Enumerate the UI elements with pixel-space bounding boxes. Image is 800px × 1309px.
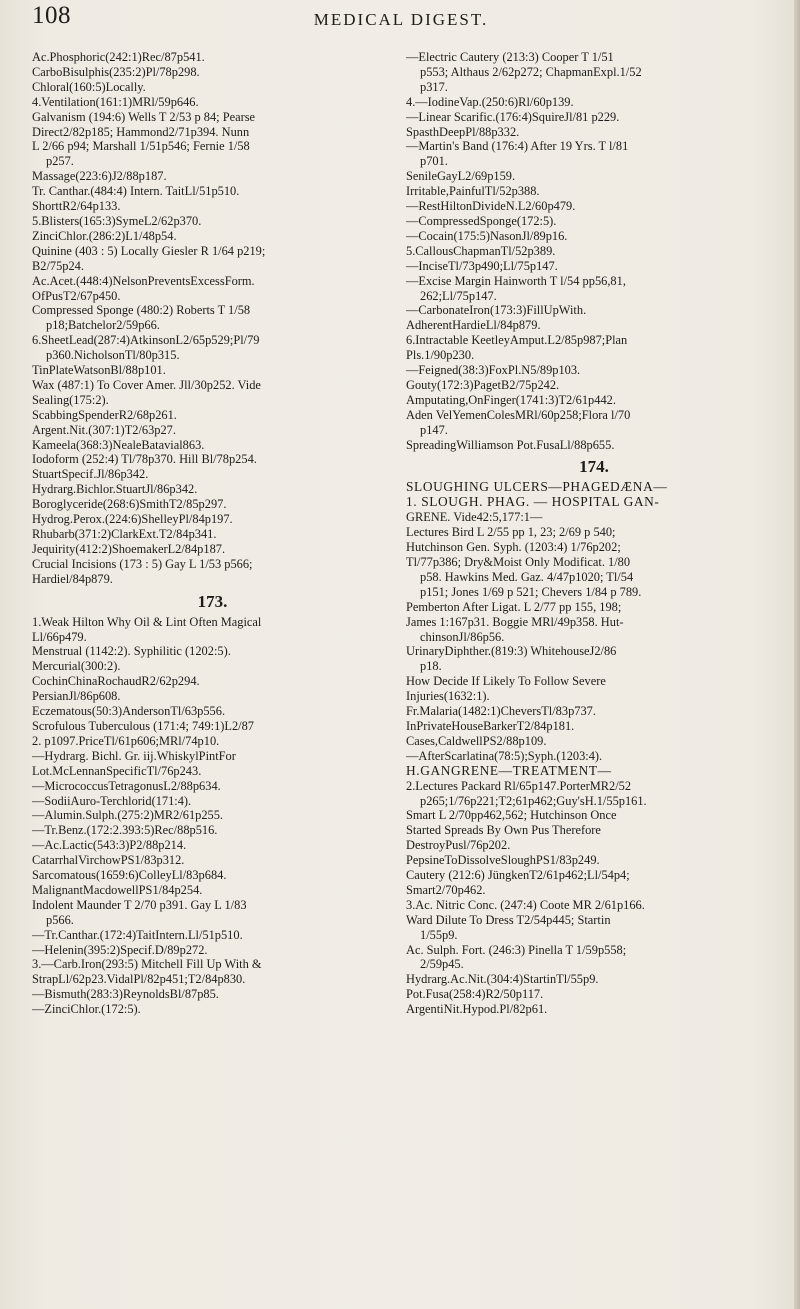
text-line: CarboBisulphis(235:2)Pl/78p298. [32,64,200,79]
text-line: James 1:167p31. Boggie MRl/49p358. Hut- [406,614,624,629]
text-line: L 2/66 p94; Marshall 1/51p546; Fernie 1/58 [32,139,250,154]
text-line: Tl/77p386; Dry&Moist Only Modificat. 1/80 [406,555,631,569]
text-line: SpasthDeepPl/88p332. [406,124,520,139]
text-line: Menstrual (1142:2). Syphilitic (1202:5). [32,644,231,659]
text-line: 6.SheetLead(287:4)AtkinsonL2/65p529;Pl/79 [32,333,260,348]
text-line: p701. [420,154,448,169]
text-line: —Bismuth(283:3)ReynoldsBl/87p85. [32,987,219,1002]
text-line: 3.—Carb.Iron(293:5) Mitchell Fill Up With & [32,957,262,972]
text-line: Irritable,PainfulTl/52p388. [406,184,540,199]
text-line: Tr. Canthar.(484:4) Intern. TaitLl/51p510. [32,184,240,199]
text-line: Rhubarb(371:2)ClarkExt.T2/84p341. [32,527,217,541]
text-line: Aden VelYemenColesMRl/60p258;Flora l/70 [406,407,631,422]
text-line: —Feigned(38:3)FoxPl.N5/89p103. [406,363,581,378]
page-number: 108 [32,2,71,29]
text-line: Indolent Maunder T 2/70 p391. Gay L 1/83 [32,897,247,912]
text-line: Hydrog.Perox.(224:6)ShelleyPl/84p197. [32,512,233,527]
text-line: chinsonJl/86p56. [420,629,505,644]
text-line: —CompressedSponge(172:5). [406,213,557,228]
text-line: 2.Lectures Packard Rl/65p147.PorterMR2/52 [406,778,632,793]
text-line: OfPusT2/67p450. [32,288,121,303]
text-line: 6.Intractable KeetleyAmput.L2/85p987;Plan [406,333,628,348]
text-line: Hydrarg.Bichlor.StuartJl/86p342. [32,482,198,497]
text-line: —Hydrarg. Bichl. Gr. iij.WhiskylPintFor [32,748,236,763]
left-column [32,50,393,1017]
text-line: —MicrococcusTetragonusL2/88p634. [32,778,221,793]
section-number: 174. [579,457,609,477]
section-heading: H.GANGRENE—TREATMENT— [406,763,612,778]
text-line: Smart2/70p462. [406,882,486,897]
text-line: 2/59p45. [420,957,464,972]
text-line: InPrivateHouseBarkerT2/84p181. [406,718,575,733]
text-line: Lectures Bird L 2/55 pp 1, 23; 2/69 p 540; [406,525,616,540]
text-line: ArgentiNit.Hypod.Pl/82p61. [406,1002,548,1017]
text-line: 4.Ventilation(161:1)MRl/59p646. [32,94,199,109]
text-line: Cases,CaldwellPS2/88p109. [406,733,547,748]
text-line: Fr.Malaria(1482:1)CheversTl/83p737. [406,704,596,719]
text-line: Eczematous(50:3)AndersonTl/63p556. [32,704,226,719]
text-line: Injuries(1632:1). [406,689,490,704]
text-line: p18;Batchelor2/59p66. [46,318,160,333]
running-head: MEDICAL DIGEST. [313,10,489,29]
text-line: Ward Dilute To Dress T2/54p445; Startin [406,912,611,927]
text-line: ScabbingSpenderR2/68p261. [32,407,177,422]
text-line: Jequirity(412:2)ShoemakerL2/84p187. [32,541,226,556]
text-line: 4.—IodineVap.(250:6)Rl/60p139. [406,94,574,109]
section-heading: SLOUGHING ULCERS—PHAGEDÆNA— [406,480,668,495]
text-line: Pot.Fusa(258:4)R2/50p117. [406,987,544,1002]
text-line: Scrofulous Tuberculous (171:4; 749:1)L2/87 [32,718,254,733]
text-line: Gouty(172:3)PagetB2/75p242. [406,377,560,392]
text-line: Boroglyceride(268:6)SmithT2/85p297. [32,497,227,512]
text-line: ShorttR2/64p133. [32,199,121,214]
text-line: —Martin's Band (176:4) After 19 Yrs. T l/81 [406,139,629,154]
text-line: Wax (487:1) To Cover Amer. Jll/30p252. Vide [32,377,261,392]
text-line: 1/55p9. [420,927,458,942]
text-line: Started Spreads By Own Pus Therefore [406,823,601,838]
text-line: UrinaryDiphther.(819:3) WhitehouseJ2/86 [406,644,617,659]
page-edge [794,0,800,1309]
text-line: Cautery (212:6) JüngkenT2/61p462;Ll/54p4; [406,868,630,883]
text-line: p265;1/76p221;T2;61p462;Guy'sH.1/55p161. [420,793,647,808]
text-line: TinPlateWatsonBl/88p101. [32,363,166,378]
text-line: —Linear Scarific.(176:4)SquireJl/81 p229. [406,109,620,124]
text-line: MalignantMacdowellPS1/84p254. [32,882,203,897]
text-line: Pls.1/90p230. [406,348,475,363]
text-line: p18. [420,659,442,674]
text-line: 5.Blisters(165:3)SymeL2/62p370. [32,213,202,228]
text-line: Argent.Nit.(307:1)T2/63p27. [32,422,176,437]
text-line: —Cocain(175:5)NasonJl/89p16. [406,228,568,243]
text-line: CochinChinaRochaudR2/62p294. [32,674,200,689]
text-line: p58. Hawkins Med. Gaz. 4/47p1020; Tl/54 [420,569,634,584]
text-line: Amputating,OnFinger(1741:3)T2/61p442. [406,392,616,407]
text-line: p317. [420,79,448,94]
text-line: —InciseTl/73p490;Ll/75p147. [406,258,558,273]
text-line: p147. [420,422,448,437]
text-line: Sarcomatous(1659:6)ColleyLl/83p684. [32,868,227,883]
text-line: Iodoform (252:4) Tl/78p370. Hill Bl/78p254. [32,452,257,467]
text-line: Massage(223:6)J2/88p187. [32,169,167,184]
text-line: ZinciChlor.(286:2)L1/48p54. [32,228,177,243]
text-line: 2. p1097.PriceTl/61p606;MRl/74p10. [32,733,220,748]
text-line: p151; Jones 1/69 p 521; Chevers 1/84 p 789. [420,584,642,599]
text-line: Ac.Phosphoric(242:1)Rec/87p541. [32,50,205,64]
text-line: PepsineToDissolveSloughPS1/83p249. [406,853,600,868]
text-line: Mercurial(300:2). [32,659,121,674]
text-line: —Tr.Canthar.(172:4)TaitIntern.Ll/51p510. [32,927,243,942]
text-line: Ll/66p479. [32,629,87,644]
text-line: PersianJl/86p608. [32,689,121,704]
text-line: —Tr.Benz.(172:2.393:5)Rec/88p516. [32,823,218,838]
text-line: —Excise Margin Hainworth T l/54 pp56,81, [406,273,626,288]
text-line: SpreadingWilliamson Pot.FusaLl/88p655. [406,437,615,452]
text-line: —Helenin(395:2)Specif.D/89p272. [32,942,208,957]
section-number: 173. [197,591,228,611]
text-line: Lot.McLennanSpecificTl/76p243. [32,763,202,778]
text-line: —RestHiltonDivideN.L2/60p479. [406,199,576,214]
text-line: Galvanism (194:6) Wells T 2/53 p 84; Pearse [32,109,256,124]
text-line: 3.Ac. Nitric Conc. (247:4) Coote MR 2/61p166. [406,897,645,912]
text-line: Hutchinson Gen. Syph. (1203:4) 1/76p202; [406,540,621,555]
text-line: Kameela(368:3)NealeBatavial863. [32,437,205,452]
text-line: StrapLl/62p23.VidalPl/82p451;T2/84p830. [32,972,246,987]
right-column [406,50,782,1017]
text-line: Quinine (403 : 5) Locally Giesler R 1/64 p219; [32,243,266,258]
text-line: p566. [46,912,74,927]
text-line: DestroyPusl/76p202. [406,838,511,853]
text-line: —Alumin.Sulph.(275:2)MR2/61p255. [32,808,224,823]
text-line: Ac. Sulph. Fort. (246:3) Pinella T 1/59p558; [406,942,627,957]
page-header [22,2,780,38]
text-line: GRENE. Vide42:5,177:1— [406,510,543,525]
text-line: SenileGayL2/69p159. [406,169,516,184]
text-line: —Ac.Lactic(543:3)P2/88p214. [32,838,187,853]
text-line: —ZinciChlor.(172:5). [32,1002,141,1017]
text-line: Chloral(160:5)Locally. [32,79,146,94]
text-line: 262;Ll/75p147. [420,288,497,303]
text-line: Direct2/82p185; Hammond2/71p394. Nunn [32,124,250,139]
text-line: How Decide If Likely To Follow Severe [406,674,606,689]
text-line: p553; Althaus 2/62p272; ChapmanExpl.1/52 [420,64,642,79]
text-line: —SodiiAuro-Terchlorid(171:4). [32,793,192,808]
text-line: 5.CallousChapmanTl/52p389. [406,243,556,258]
text-line: —CarbonateIron(173:3)FillUpWith. [406,303,587,318]
text-line: Hardiel/84p879. [32,571,113,586]
text-line: Pemberton After Ligat. L 2/77 pp 155, 198; [406,599,622,614]
text-line: Hydrarg.Ac.Nit.(304:4)StartinTl/55p9. [406,972,599,987]
text-line: Crucial Incisions (173 : 5) Gay L 1/53 p566; [32,556,253,571]
text-line: StuartSpecif.Jl/86p342. [32,467,149,482]
text-line: Sealing(175:2). [32,392,109,407]
text-line: Compressed Sponge (480:2) Roberts T 1/58 [32,303,251,318]
text-line: Smart L 2/70pp462,562; Hutchinson Once [406,808,617,823]
text-line: p360.NicholsonTl/80p315. [46,348,180,363]
text-line: p257. [46,154,74,169]
section-heading: 1. SLOUGH. PHAG. — HOSPITAL GAN- [406,495,660,510]
text-line: —Electric Cautery (213:3) Cooper T 1/51 [406,50,614,64]
text-line: Ac.Acet.(448:4)NelsonPreventsExcessForm. [32,273,255,288]
text-line: B2/75p24. [32,258,84,273]
text-line: —AfterScarlatina(78:5);Syph.(1203:4). [406,748,603,763]
text-line: 1.Weak Hilton Why Oil & Lint Often Magical [32,614,262,629]
text-line: AdherentHardieLl/84p879. [406,318,541,333]
text-line: CatarrhalVirchowPS1/83p312. [32,853,185,868]
